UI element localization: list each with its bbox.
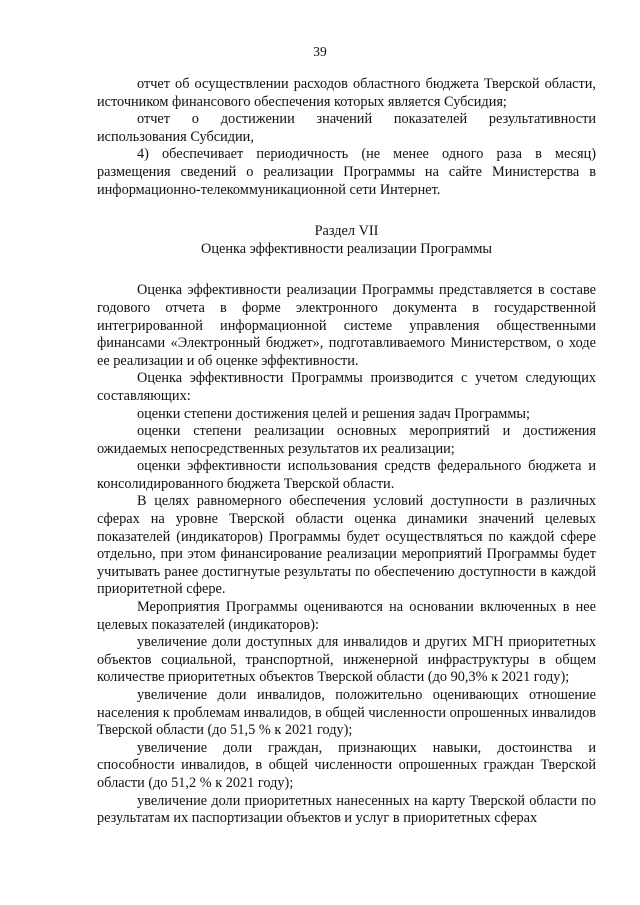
paragraph: оценки степени реализации основных мероприятий и достижения ожидаемых непосредственных результатов их реализации; [97,423,596,457]
paragraph: 4) обеспечивает периодичность (не менее одного раза в месяц) размещения сведений о реализации Программы на сайте Министерства в информационно-телекоммуникационной сети Интернет. [97,146,596,198]
section-number: Раздел VII [314,223,379,240]
page-number: 39 [313,44,327,59]
paragraph: Мероприятия Программы оцениваются на основании включенных в нее целевых показателей (индикаторов): [97,599,596,633]
paragraph: увеличение доли инвалидов, положительно оценивающих отношение населения к проблемам инвалидов, в общей численности опрошенных инвалидов Тверской области (до 51,5 % к 2021 году); [97,687,597,739]
section-title: Оценка эффективности реализации Программы [201,240,492,257]
paragraph: отчет об осуществлении расходов областного бюджета Тверской области, источником финансового обеспечения которых является Субсидия; [97,76,596,110]
paragraph: увеличение доли граждан, признающих навыки, достоинства и способности инвалидов, в общей численности опрошенных граждан Тверской области (до 51,2 % к 2021 году); [97,739,596,791]
paragraph: увеличение доли приоритетных нанесенных на карту Тверской области по результатам их паспортизации объектов и услуг в приоритетных сферах [97,792,596,827]
paragraph: оценки эффективности использования средств федерального бюджета и консолидированного бюджета Тверской области. [97,458,596,492]
paragraph: Оценка эффективности Программы производится с учетом следующих составляющих: [97,370,596,404]
paragraph: отчет о достижении значений показателей результативности использования Субсидии, [97,111,596,145]
paragraph: В целях равномерного обеспечения условий доступности в различных сферах на уровне Тверской области оценка динамики значений целевых показателей (индикаторов) Программы будет осуществляться по каждой сфере отдельно, при этом финансирование реализации мероприятий Программы будет учитывать ранее достигнутые результаты по обеспечению доступности в каждой приоритетной сфере. [97,493,596,598]
paragraph: увеличение доли доступных для инвалидов и других МГН приоритетных объектов социальной, транспортной, инженерной инфраструктуры в общем количестве приоритетных объектов Тверской области (до 90,3% к 2021 году); [97,634,596,686]
document-body [97,76,596,828]
paragraph: оценки степени достижения целей и решения задач Программы; [137,405,530,422]
paragraph: Оценка эффективности реализации Программы представляется в составе годового отчета в форме электронного документа в государственной интегрированной информационной системе управления общественными финансами «Электронный бюджет», подготавливаемого Министерством, о ходе ее реализации и об оценке эффективности. [97,282,596,369]
